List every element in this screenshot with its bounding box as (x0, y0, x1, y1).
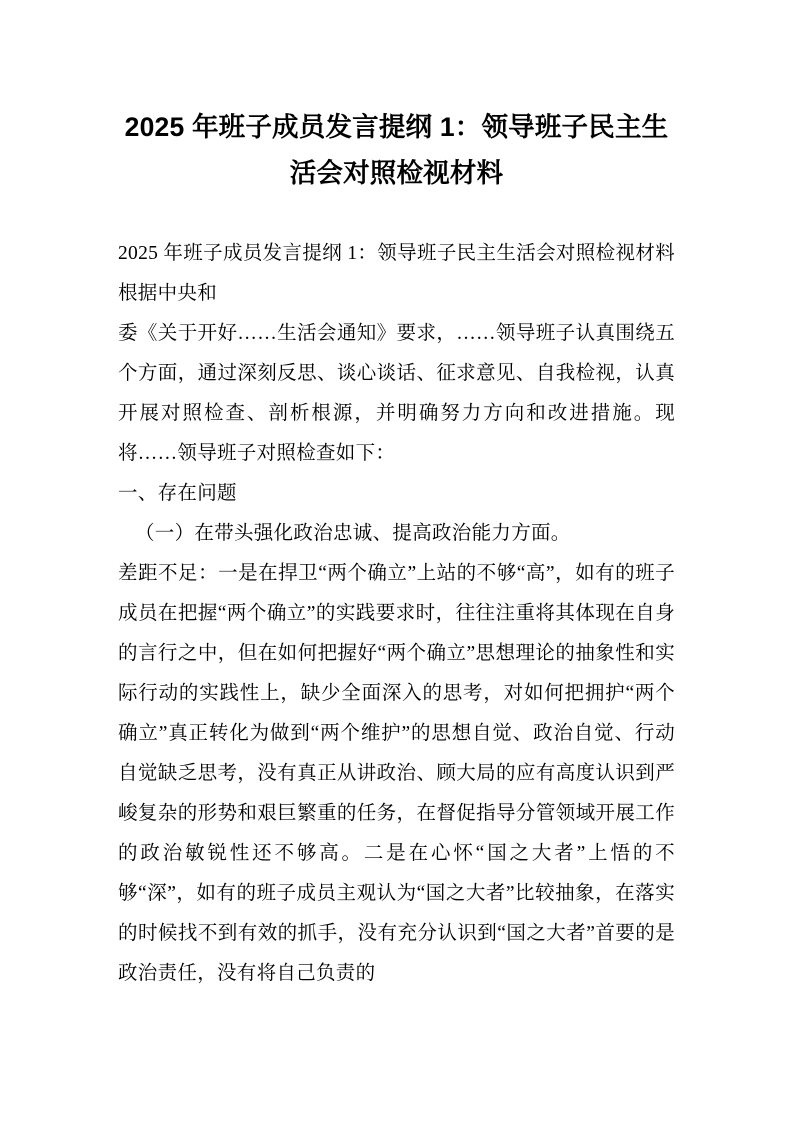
heading-section-one: 一、存在问题 (118, 483, 237, 504)
paragraph-requirements: 委《关于开好……生活会通知》要求，……领导班子认真围绕五个方面，通过深刻反思、谈心谈话、征求意见、自我检视，认真开展对照检查、剖析根源，并明确努力方向和改进措施。现将……领导班子对照检查如下： (118, 323, 675, 464)
heading-subsection-one: （一）在带头强化政治忠诚、提高政治能力方面。 (135, 523, 571, 544)
document-body (118, 234, 675, 994)
page-title: 2025 年班子成员发言提纲 1：领导班子民主生活会对照检视材料 (124, 112, 669, 188)
paragraph-intro: 2025 年班子成员发言提纲 1：领导班子民主生活会对照检视材料根据中央和 (118, 243, 675, 304)
paragraph-gap-analysis: 差距不足：一是在捍卫“两个确立”上站的不够“高”，如有的班子成员在把握“两个确立”的实践要求时，往往注重将其体现在自身的言行之中，但在如何把握好“两个确立”思想理论的抽象性和实际行动的实践性上，缺少全面深入的思考，对如何把拥护“两个确立”真正转化为做到“两个维护”的思想自觉、政治自觉、行动自觉缺乏思考，没有真正从讲政治、顾大局的应有高度认识到严峻复杂的形势和艰巨繁重的任务，在督促指导分管领域开展工作的政治敏锐性还不够高。二是在心怀“国之大者”上悟的不够“深”，如有的班子成员主观认为“国之大者”比较抽象，在落实的时候找不到有效的抓手，没有充分认识到“国之大者”首要的是政治责任，没有将自己负责的 (118, 563, 675, 984)
